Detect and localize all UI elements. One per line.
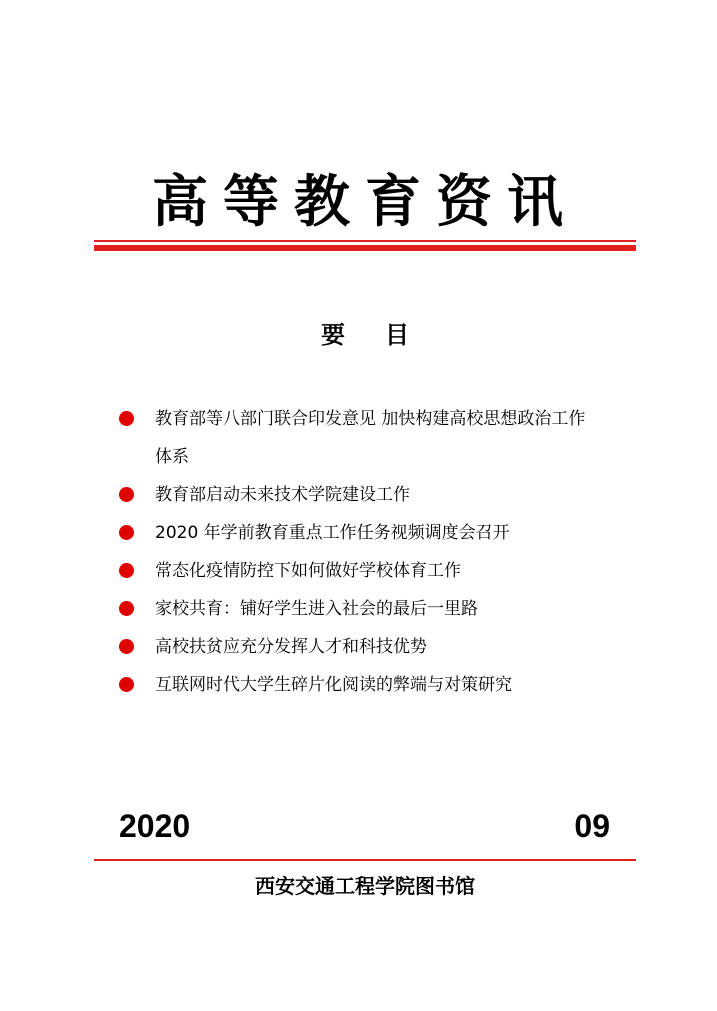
red-bullet-icon bbox=[119, 411, 134, 426]
red-bullet-icon bbox=[119, 601, 134, 616]
toc-item-line: 教育部启动未来技术学院建设工作 bbox=[155, 485, 410, 505]
title-thin-divider bbox=[94, 240, 636, 242]
toc-item-line: 互联网时代大学生碎片化阅读的弊端与对策研究 bbox=[155, 675, 512, 695]
publisher-name: 西安交通工程学院图书馆 bbox=[255, 874, 475, 898]
toc-item bbox=[119, 628, 639, 666]
issue-year: 2020 bbox=[119, 808, 191, 844]
toc-item-line: 体系 bbox=[155, 447, 189, 467]
table-of-contents bbox=[119, 400, 639, 704]
toc-item bbox=[119, 400, 639, 476]
red-bullet-icon bbox=[119, 525, 134, 540]
toc-item bbox=[119, 590, 639, 628]
toc-item bbox=[119, 666, 639, 704]
toc-item-line: 2020 年学前教育重点工作任务视频调度会召开 bbox=[155, 523, 510, 543]
red-bullet-icon bbox=[119, 563, 134, 578]
red-bullet-icon bbox=[119, 487, 134, 502]
toc-item bbox=[119, 552, 639, 590]
toc-item bbox=[119, 514, 639, 552]
toc-item bbox=[119, 476, 639, 514]
toc-item-line: 常态化疫情防控下如何做好学校体育工作 bbox=[155, 561, 461, 581]
red-bullet-icon bbox=[119, 677, 134, 692]
footer-divider bbox=[94, 859, 636, 861]
title-thick-divider bbox=[94, 245, 636, 251]
toc-item-line: 教育部等八部门联合印发意见 加快构建高校思想政治工作 bbox=[155, 409, 586, 429]
issue-number: 09 bbox=[574, 808, 610, 844]
red-bullet-icon bbox=[119, 639, 134, 654]
toc-item-line: 高校扶贫应充分发挥人才和科技优势 bbox=[155, 637, 427, 657]
contents-heading: 要目 bbox=[321, 320, 449, 349]
toc-item-line: 家校共育：铺好学生进入社会的最后一里路 bbox=[155, 599, 478, 619]
publication-title: 高等教育资讯 bbox=[152, 170, 578, 235]
